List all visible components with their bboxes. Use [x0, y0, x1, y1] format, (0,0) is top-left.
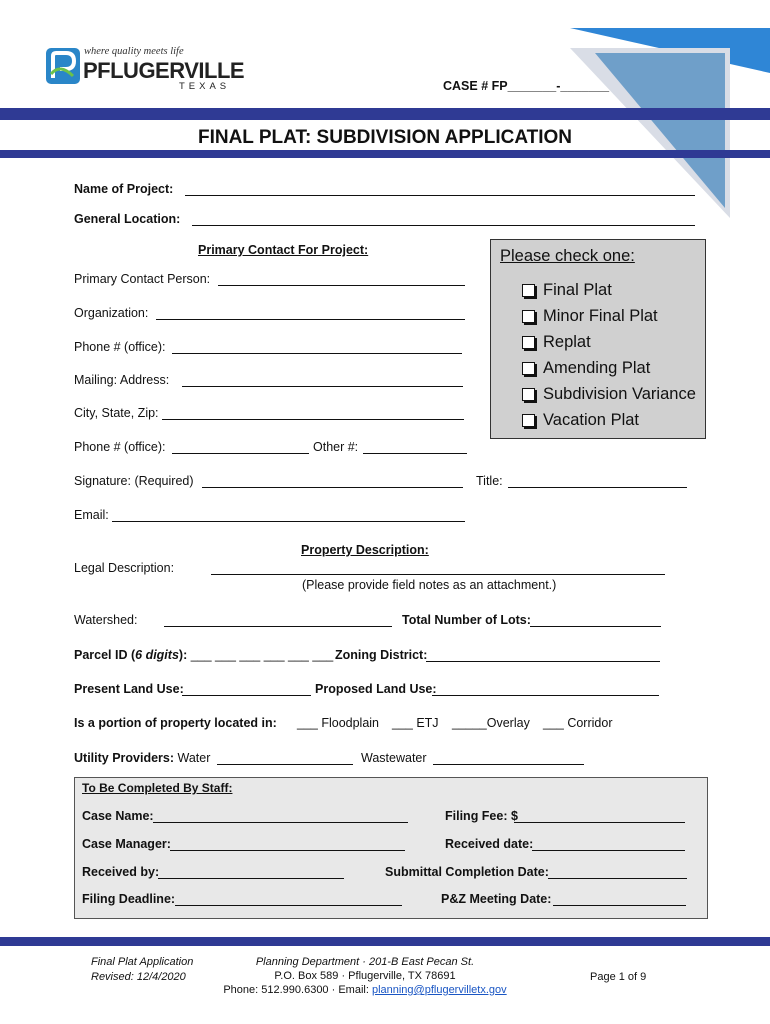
city-state-zip-field[interactable] — [162, 419, 464, 420]
footer-bar — [0, 937, 770, 946]
page-number: Page 1 of 9 — [590, 971, 647, 983]
footer-doc-name: Final Plat Application — [91, 956, 194, 968]
footer-po: P.O. Box 589 · Pflugerville, TX 78691 — [274, 970, 456, 982]
option-final-plat[interactable] — [522, 281, 612, 300]
zoning-district-label: Zoning District: — [335, 648, 428, 662]
wastewater-field[interactable] — [433, 764, 584, 765]
case-manager-field[interactable] — [170, 850, 405, 851]
city-state-zip-label: City, State, Zip: — [74, 406, 159, 420]
phone-office-2-label: Phone # (office): — [74, 440, 166, 454]
total-lots-field[interactable] — [530, 626, 661, 627]
parcel-id-label-text: Parcel ID ( — [74, 648, 136, 662]
mailing-address-label: Mailing: Address: — [74, 373, 170, 387]
parcel-id-field[interactable]: ___ ___ ___ ___ ___ ___ — [190, 648, 334, 662]
option-label: Vacation Plat — [543, 411, 640, 429]
mailing-address-field[interactable] — [182, 386, 463, 387]
property-location-label: Is a portion of property located in: — [74, 716, 277, 730]
water-label: Water — [177, 751, 211, 765]
city-logo — [46, 46, 245, 96]
phone-office-2-field[interactable] — [172, 453, 309, 454]
option-subdivision-variance[interactable] — [522, 385, 696, 404]
received-by-label: Received by: — [82, 865, 160, 879]
logo-tagline: where quality meets life — [84, 46, 184, 57]
pflugerville-emblem-icon — [46, 48, 80, 84]
proposed-land-use-label: Proposed Land Use: — [315, 682, 437, 696]
option-replat[interactable] — [522, 333, 591, 352]
case-manager-label: Case Manager: — [82, 837, 171, 851]
overlay-option[interactable]: _____Overlay — [452, 716, 530, 730]
present-land-use-field[interactable] — [182, 695, 311, 696]
etj-option[interactable]: ___ ETJ — [392, 716, 439, 730]
page-title: FINAL PLAT: SUBDIVISION APPLICATION — [197, 127, 573, 148]
contact-person-label: Primary Contact Person: — [74, 272, 211, 286]
phone-office-label: Phone # (office): — [74, 340, 166, 354]
utility-providers-text: Utility Providers: — [74, 751, 175, 765]
contact-person-field[interactable] — [218, 285, 465, 286]
footer-phone: Phone: 512.990.6300 · Email: — [223, 984, 372, 996]
present-land-use-label: Present Land Use: — [74, 682, 184, 696]
watershed-label: Watershed: — [74, 613, 138, 627]
pz-meeting-date-field[interactable] — [553, 905, 686, 906]
option-label: Minor Final Plat — [543, 307, 658, 325]
primary-contact-heading: Primary Contact For Project: — [198, 243, 369, 257]
general-location-field[interactable] — [192, 225, 695, 226]
option-label: Replat — [543, 333, 591, 351]
phone-office-field[interactable] — [172, 353, 462, 354]
utility-providers-label — [74, 751, 210, 765]
logo-city: PFLUGERVILLE — [83, 58, 245, 83]
logo-state: TEXAS — [179, 81, 231, 92]
received-date-label: Received date: — [445, 837, 534, 851]
checkbox-icon[interactable] — [522, 388, 535, 401]
parcel-id-digits-note: 6 digits — [135, 648, 179, 662]
other-phone-field[interactable] — [363, 453, 467, 454]
submittal-date-field[interactable] — [548, 878, 687, 879]
received-by-field[interactable] — [158, 878, 344, 879]
email-field[interactable] — [112, 521, 465, 522]
received-date-field[interactable] — [532, 850, 685, 851]
option-label: Subdivision Variance — [543, 385, 696, 403]
option-amending-plat[interactable] — [522, 359, 650, 378]
filing-deadline-field[interactable] — [175, 905, 402, 906]
parcel-id-label — [74, 648, 333, 662]
title-field[interactable] — [508, 487, 687, 488]
project-name-label: Name of Project: — [74, 182, 174, 196]
checkbox-icon[interactable] — [522, 310, 535, 323]
footer-email-link[interactable]: planning@pflugervilletx.gov — [371, 984, 507, 996]
footer-dept: Planning Department · 201-B East Pecan St. — [255, 956, 475, 968]
corridor-option[interactable]: ___ Corridor — [543, 716, 613, 730]
option-vacation-plat[interactable] — [522, 411, 639, 430]
total-lots-label: Total Number of Lots: — [402, 613, 531, 627]
general-location-label: General Location: — [74, 212, 181, 226]
footer-phone-line — [200, 984, 530, 996]
legal-description-label: Legal Description: — [74, 561, 175, 575]
project-name-field[interactable] — [185, 195, 695, 196]
wastewater-label: Wastewater — [361, 751, 427, 765]
filing-fee-field[interactable] — [514, 822, 685, 823]
floodplain-option[interactable]: ___ Floodplain — [297, 716, 380, 730]
legal-description-note: (Please provide field notes as an attachment.) — [302, 578, 557, 592]
option-label: Final Plat — [543, 281, 612, 299]
parcel-id-label-end: ): — [178, 648, 188, 662]
checkbox-icon[interactable] — [522, 284, 535, 297]
case-number: CASE # FP_______-_______ — [443, 79, 610, 93]
organization-field[interactable] — [156, 319, 465, 320]
footer-revised: Revised: 12/4/2020 — [91, 971, 186, 983]
water-field[interactable] — [217, 764, 353, 765]
submittal-date-label: Submittal Completion Date: — [385, 865, 549, 879]
header-bar-top — [0, 108, 770, 120]
check-one-heading: Please check one: — [500, 247, 635, 265]
email-label: Email: — [74, 508, 109, 522]
proposed-land-use-field[interactable] — [432, 695, 659, 696]
option-minor-final-plat[interactable] — [522, 307, 658, 326]
title-label: Title: — [476, 474, 503, 488]
option-label: Amending Plat — [543, 359, 651, 377]
case-name-field[interactable] — [153, 822, 408, 823]
organization-label: Organization: — [74, 306, 149, 320]
legal-description-field[interactable] — [211, 574, 665, 575]
corner-decoration — [570, 28, 770, 218]
filing-fee-label: Filing Fee: $ — [445, 809, 518, 823]
other-phone-label: Other #: — [313, 440, 359, 454]
signature-label: Signature: (Required) — [74, 474, 194, 488]
pz-meeting-date-label: P&Z Meeting Date: — [441, 892, 552, 906]
property-description-heading: Property Description: — [301, 543, 429, 557]
header-bar-bottom — [0, 150, 770, 158]
checkbox-icon[interactable] — [522, 414, 535, 427]
footer-contact — [200, 956, 530, 996]
case-name-label: Case Name: — [82, 809, 154, 823]
checkbox-icon[interactable] — [522, 362, 535, 375]
watershed-field[interactable] — [164, 626, 392, 627]
zoning-district-field[interactable] — [426, 661, 660, 662]
checkbox-icon[interactable] — [522, 336, 535, 349]
staff-heading: To Be Completed By Staff: — [82, 781, 233, 795]
signature-field[interactable] — [202, 487, 463, 488]
filing-deadline-label: Filing Deadline: — [82, 892, 176, 906]
